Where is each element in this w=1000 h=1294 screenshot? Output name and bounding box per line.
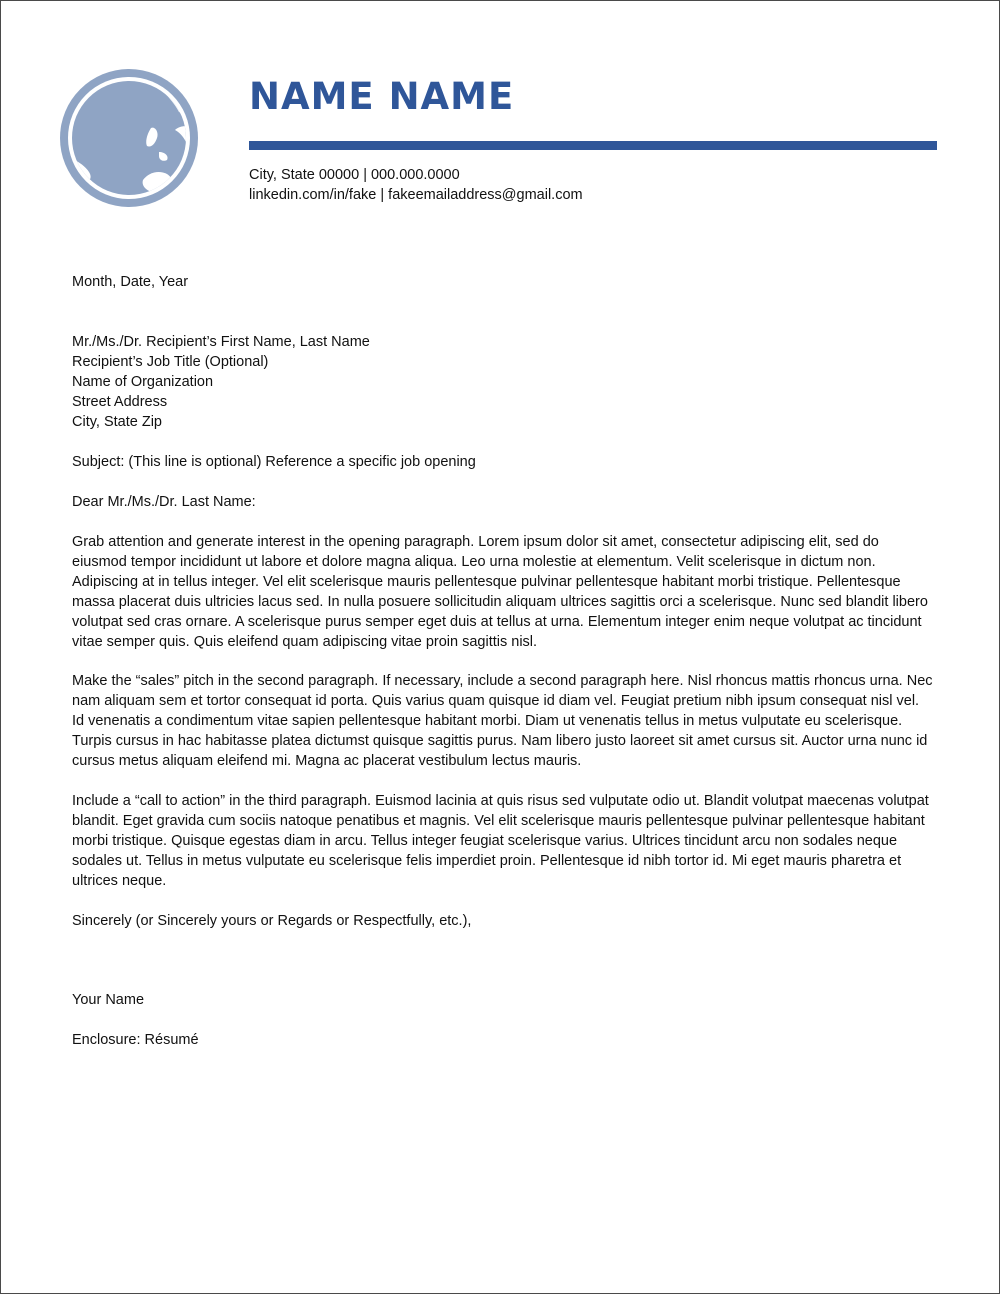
closing: Sincerely (or Sincerely yours or Regards or Respectfully, etc.), [72, 913, 472, 929]
salutation: Dear Mr./Ms./Dr. Last Name: [72, 494, 256, 510]
globe-icon [59, 68, 199, 208]
recipient-organization: Name of Organization [72, 374, 214, 390]
signature-name: Your Name [72, 992, 145, 1008]
recipient-name: Mr./Ms./Dr. Recipient’s First Name, Last Name [72, 334, 370, 350]
applicant-name: NAME NAME [249, 75, 515, 118]
contact-line-city-phone: City, State 00000 | 000.000.0000 [249, 167, 460, 183]
subject-line: Subject: (This line is optional) Reference a specific job opening [72, 454, 476, 470]
body-paragraph-3: Include a “call to action” in the third paragraph. Euismod lacinia at quis risus sed vulputate odio ut. Blandit volutpat maecenas volutpat blandit. Eget gravida cum sociis natoque penatibus et magnis. Vel elit scelerisque mauris pellentesque pulvinar pellentesque habitant morbi tristique. Quisque egestas diam in arcu. Tellus integer feugiat scelerisque varius. Ultrices tincidunt arcu non sodales neque sodales ut. Tellus in metus vulputate eu scelerisque felis imperdiet proin. Pellentesque id nibh tortor id. Mi eget mauris pharetra et ultrices neque. [72, 793, 929, 889]
body-paragraph-2: Make the “sales” pitch in the second paragraph. If necessary, include a second paragraph here. Nisl rhoncus mattis rhoncus urna. Nec nam aliquam sem et tortor consequat id porta. Quis varius quam quisque id diam vel. Feugiat pretium nibh ipsum consequat nisl vel. Id venenatis a condimentum vitae sapien pellentesque habitant morbi. Diam ut venenatis tellus in metus vulputate eu scelerisque. Turpis cursus in hac habitasse platea dictumst quisque sagittis purus. Nam libero justo laoreet sit amet cursus sit. Auctor urna nunc id cursus metus aliquam eleifend mi. Magna ac placerat vestibulum lectus mauris. [72, 673, 933, 769]
recipient-street-address: Street Address [72, 394, 168, 410]
contact-line-linkedin-email: linkedin.com/in/fake | fakeemailaddress@gmail.com [249, 187, 583, 203]
body-paragraph-1: Grab attention and generate interest in the opening paragraph. Lorem ipsum dolor sit amet, consectetur adipiscing elit, sed do eiusmod tempor incididunt ut labore et dolore magna aliqua. Leo urna molestie at elementum. Velit scelerisque in dictum non. Adipiscing at in tellus integer. Vel elit scelerisque mauris pellentesque pulvinar pellentesque habitant morbi tristique. Pellentesque massa placerat duis ultricies lacus sed. In nulla posuere sollicitudin aliquam ultrices sagittis orci a scelerisque. Nunc sed blandit libero volutpat sed cras ornare. A scelerisque purus semper eget duis at tellus at urna. Elementum integer enim neque volutpat ac tincidunt vitae semper quis. Quis eleifend quam adipiscing vitae proin sagittis nisl. [72, 534, 928, 650]
enclosure-note: Enclosure: Résumé [72, 1032, 199, 1048]
letter-date: Month, Date, Year [72, 274, 189, 290]
header-divider [249, 141, 937, 150]
recipient-city-state-zip: City, State Zip [72, 414, 162, 430]
recipient-job-title: Recipient’s Job Title (Optional) [72, 354, 269, 370]
